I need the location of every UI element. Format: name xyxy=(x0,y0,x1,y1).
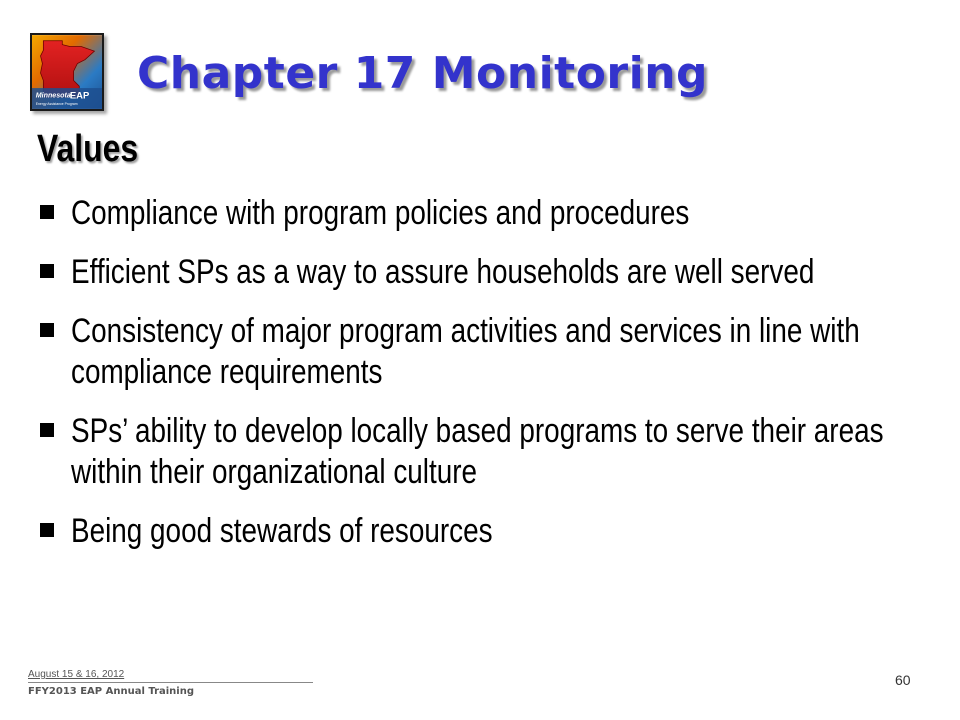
bullet-text: Compliance with program policies and procedures xyxy=(71,194,690,232)
square-bullet-icon xyxy=(40,523,54,537)
bullet-item xyxy=(40,411,940,493)
square-bullet-icon xyxy=(40,323,54,337)
slide-title: Chapter 17 Monitoring xyxy=(137,48,709,99)
footer-event-name: FFY2013 EAP Annual Training xyxy=(28,686,195,697)
footer-divider xyxy=(28,682,313,683)
bullet-text: Efficient SPs as a way to assure households are well served xyxy=(71,253,815,291)
minnesota-map-icon xyxy=(32,35,102,109)
svg-text:Energy Assistance Program: Energy Assistance Program xyxy=(35,102,78,107)
bullet-text: SPs’ ability to develop locally based programs to serve their areas within their organizational culture xyxy=(71,412,884,491)
footer-date: August 15 & 16, 2012 xyxy=(28,669,125,680)
square-bullet-icon xyxy=(40,205,54,219)
square-bullet-icon xyxy=(40,264,54,278)
page-number: 60 xyxy=(895,672,911,688)
bullet-item xyxy=(40,511,940,552)
svg-text:EAP: EAP xyxy=(69,90,90,102)
minnesota-eap-logo xyxy=(30,33,104,111)
bullet-text: Consistency of major program activities and services in line with compliance requirements xyxy=(71,312,860,391)
square-bullet-icon xyxy=(40,423,54,437)
bullet-item xyxy=(40,252,940,293)
svg-text:Minnesota: Minnesota xyxy=(35,91,71,100)
bullet-list xyxy=(40,193,940,552)
section-heading: Values xyxy=(37,128,139,170)
bullet-item xyxy=(40,311,940,393)
bullet-item xyxy=(40,193,940,234)
bullet-text: Being good stewards of resources xyxy=(71,512,493,550)
